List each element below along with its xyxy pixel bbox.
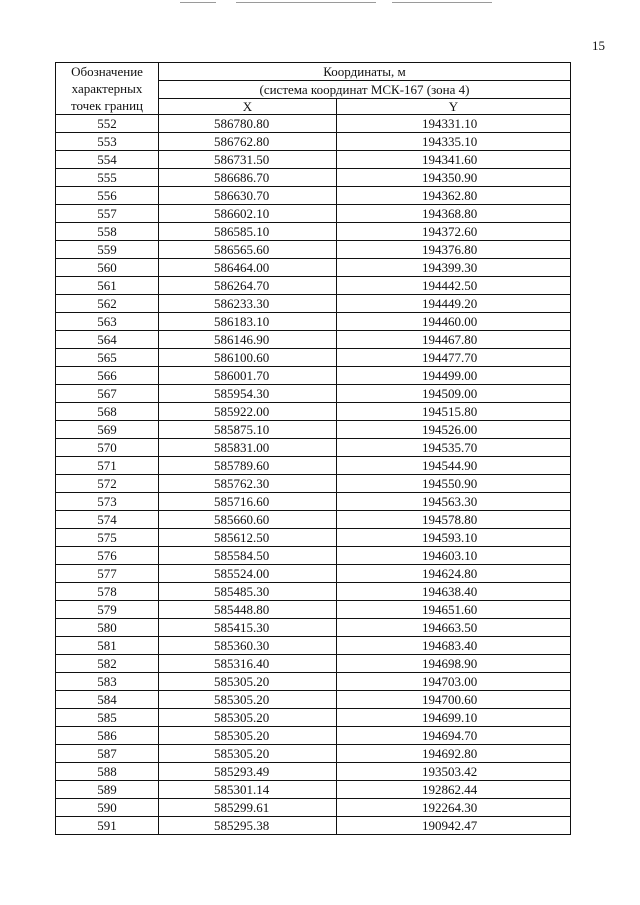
point-id-cell: 552 — [56, 115, 159, 133]
y-coordinate-cell: 194638.40 — [337, 583, 571, 601]
y-coordinate-cell: 194399.30 — [337, 259, 571, 277]
page-number: 15 — [592, 38, 605, 53]
y-coordinate-cell: 194331.10 — [337, 115, 571, 133]
point-header-line: Обозначение — [71, 64, 143, 79]
table-row — [56, 295, 571, 313]
point-id-cell: 562 — [56, 295, 159, 313]
y-coordinate-cell: 193503.42 — [337, 763, 571, 781]
point-id-cell: 576 — [56, 547, 159, 565]
y-coordinate-cell: 194350.90 — [337, 169, 571, 187]
x-coordinate-cell: 585305.20 — [159, 691, 337, 709]
x-coordinate-cell: 585299.61 — [159, 799, 337, 817]
x-coordinate-cell: 585295.38 — [159, 817, 337, 835]
point-id-cell: 577 — [56, 565, 159, 583]
scan-artifact-line — [392, 2, 492, 3]
point-header-line: точек границ — [70, 98, 144, 113]
point-id-cell: 575 — [56, 529, 159, 547]
point-id-cell: 560 — [56, 259, 159, 277]
table-row — [56, 763, 571, 781]
y-coordinate-cell: 194535.70 — [337, 439, 571, 457]
table-row — [56, 241, 571, 259]
table-row — [56, 529, 571, 547]
x-coordinate-cell: 585293.49 — [159, 763, 337, 781]
point-id-cell: 563 — [56, 313, 159, 331]
y-coordinate-cell: 190942.47 — [337, 817, 571, 835]
table-row — [56, 511, 571, 529]
point-id-cell: 553 — [56, 133, 159, 151]
point-id-cell: 589 — [56, 781, 159, 799]
point-id-cell: 568 — [56, 403, 159, 421]
point-id-cell: 574 — [56, 511, 159, 529]
y-coordinate-cell: 192264.30 — [337, 799, 571, 817]
scan-artifact-line — [236, 2, 376, 3]
point-id-cell: 570 — [56, 439, 159, 457]
x-column-header: X — [159, 99, 337, 115]
table-row — [56, 655, 571, 673]
table-row — [56, 619, 571, 637]
y-coordinate-cell: 194694.70 — [337, 727, 571, 745]
x-coordinate-cell: 586464.00 — [159, 259, 337, 277]
x-coordinate-cell: 585584.50 — [159, 547, 337, 565]
x-coordinate-cell: 586001.70 — [159, 367, 337, 385]
table-row — [56, 367, 571, 385]
y-coordinate-cell: 194442.50 — [337, 277, 571, 295]
y-coordinate-cell: 194624.80 — [337, 565, 571, 583]
y-coordinate-cell: 194700.60 — [337, 691, 571, 709]
x-coordinate-cell: 585922.00 — [159, 403, 337, 421]
table-row — [56, 637, 571, 655]
x-coordinate-cell: 586183.10 — [159, 313, 337, 331]
table-row — [56, 817, 571, 835]
y-coordinate-cell: 194460.00 — [337, 313, 571, 331]
y-coordinate-cell: 194341.60 — [337, 151, 571, 169]
y-coordinate-cell: 194509.00 — [337, 385, 571, 403]
table-row — [56, 727, 571, 745]
point-id-cell: 591 — [56, 817, 159, 835]
y-coordinate-cell: 194651.60 — [337, 601, 571, 619]
point-id-cell: 559 — [56, 241, 159, 259]
x-coordinate-cell: 585305.20 — [159, 745, 337, 763]
x-coordinate-cell: 586686.70 — [159, 169, 337, 187]
table-row — [56, 385, 571, 403]
point-id-cell: 572 — [56, 475, 159, 493]
table-row — [56, 223, 571, 241]
coordinates-table — [55, 62, 571, 835]
x-coordinate-cell: 586630.70 — [159, 187, 337, 205]
table-row — [56, 457, 571, 475]
coordinates-header-title: Координаты, м — [159, 63, 571, 81]
y-coordinate-cell: 194703.00 — [337, 673, 571, 691]
x-coordinate-cell: 585831.00 — [159, 439, 337, 457]
coordinates-table-body — [56, 115, 571, 835]
point-id-cell: 566 — [56, 367, 159, 385]
x-coordinate-cell: 585316.40 — [159, 655, 337, 673]
point-id-cell: 567 — [56, 385, 159, 403]
table-row — [56, 403, 571, 421]
point-id-cell: 555 — [56, 169, 159, 187]
x-coordinate-cell: 585415.30 — [159, 619, 337, 637]
x-coordinate-cell: 585485.30 — [159, 583, 337, 601]
x-coordinate-cell: 586565.60 — [159, 241, 337, 259]
y-column-header: Y — [337, 99, 571, 115]
y-coordinate-cell: 194372.60 — [337, 223, 571, 241]
table-row — [56, 547, 571, 565]
x-coordinate-cell: 585660.60 — [159, 511, 337, 529]
x-coordinate-cell: 586585.10 — [159, 223, 337, 241]
table-row — [56, 673, 571, 691]
x-coordinate-cell: 586233.30 — [159, 295, 337, 313]
table-row — [56, 169, 571, 187]
x-coordinate-cell: 585789.60 — [159, 457, 337, 475]
x-coordinate-cell: 585875.10 — [159, 421, 337, 439]
point-id-cell: 569 — [56, 421, 159, 439]
table-row — [56, 313, 571, 331]
point-header-line: характерных — [71, 81, 143, 96]
y-coordinate-cell: 194449.20 — [337, 295, 571, 313]
y-coordinate-cell: 192862.44 — [337, 781, 571, 799]
table-row — [56, 421, 571, 439]
table-row — [56, 745, 571, 763]
point-id-cell: 580 — [56, 619, 159, 637]
point-id-cell: 561 — [56, 277, 159, 295]
coordinates-header-system: (система координат МСК-167 (зона 4) — [159, 81, 571, 99]
x-coordinate-cell: 586731.50 — [159, 151, 337, 169]
table-row — [56, 799, 571, 817]
x-coordinate-cell: 585305.20 — [159, 727, 337, 745]
x-coordinate-cell: 586780.80 — [159, 115, 337, 133]
x-coordinate-cell: 585360.30 — [159, 637, 337, 655]
table-row — [56, 205, 571, 223]
y-coordinate-cell: 194368.80 — [337, 205, 571, 223]
point-id-cell: 571 — [56, 457, 159, 475]
x-coordinate-cell: 585305.20 — [159, 709, 337, 727]
x-coordinate-cell: 585448.80 — [159, 601, 337, 619]
table-row — [56, 781, 571, 799]
table-row — [56, 277, 571, 295]
x-coordinate-cell: 585716.60 — [159, 493, 337, 511]
table-row — [56, 493, 571, 511]
y-coordinate-cell: 194544.90 — [337, 457, 571, 475]
y-coordinate-cell: 194499.00 — [337, 367, 571, 385]
point-id-cell: 565 — [56, 349, 159, 367]
table-row — [56, 133, 571, 151]
x-coordinate-cell: 585762.30 — [159, 475, 337, 493]
x-coordinate-cell: 585954.30 — [159, 385, 337, 403]
y-coordinate-cell: 194467.80 — [337, 331, 571, 349]
table-row — [56, 475, 571, 493]
table-row — [56, 115, 571, 133]
y-coordinate-cell: 194515.80 — [337, 403, 571, 421]
y-coordinate-cell: 194362.80 — [337, 187, 571, 205]
point-column-header — [56, 63, 159, 115]
point-id-cell: 554 — [56, 151, 159, 169]
y-coordinate-cell: 194698.90 — [337, 655, 571, 673]
y-coordinate-cell: 194376.80 — [337, 241, 571, 259]
y-coordinate-cell: 194335.10 — [337, 133, 571, 151]
x-coordinate-cell: 586100.60 — [159, 349, 337, 367]
table-row — [56, 709, 571, 727]
y-coordinate-cell: 194593.10 — [337, 529, 571, 547]
point-id-cell: 584 — [56, 691, 159, 709]
x-coordinate-cell: 586762.80 — [159, 133, 337, 151]
point-id-cell: 557 — [56, 205, 159, 223]
point-id-cell: 582 — [56, 655, 159, 673]
x-coordinate-cell: 585612.50 — [159, 529, 337, 547]
table-row — [56, 691, 571, 709]
y-coordinate-cell: 194683.40 — [337, 637, 571, 655]
point-id-cell: 573 — [56, 493, 159, 511]
point-id-cell: 590 — [56, 799, 159, 817]
table-row — [56, 601, 571, 619]
table-row — [56, 151, 571, 169]
table-row — [56, 331, 571, 349]
x-coordinate-cell: 585524.00 — [159, 565, 337, 583]
y-coordinate-cell: 194603.10 — [337, 547, 571, 565]
point-id-cell: 581 — [56, 637, 159, 655]
table-row — [56, 259, 571, 277]
table-row — [56, 583, 571, 601]
table-row — [56, 349, 571, 367]
point-id-cell: 556 — [56, 187, 159, 205]
scan-artifact-line — [180, 2, 216, 3]
table-row — [56, 187, 571, 205]
table-row — [56, 439, 571, 457]
y-coordinate-cell: 194692.80 — [337, 745, 571, 763]
point-id-cell: 564 — [56, 331, 159, 349]
point-id-cell: 588 — [56, 763, 159, 781]
x-coordinate-cell: 586146.90 — [159, 331, 337, 349]
point-id-cell: 586 — [56, 727, 159, 745]
x-coordinate-cell: 585301.14 — [159, 781, 337, 799]
table-row — [56, 565, 571, 583]
x-coordinate-cell: 586602.10 — [159, 205, 337, 223]
y-coordinate-cell: 194699.10 — [337, 709, 571, 727]
y-coordinate-cell: 194663.50 — [337, 619, 571, 637]
point-id-cell: 579 — [56, 601, 159, 619]
y-coordinate-cell: 194563.30 — [337, 493, 571, 511]
x-coordinate-cell: 585305.20 — [159, 673, 337, 691]
y-coordinate-cell: 194550.90 — [337, 475, 571, 493]
point-id-cell: 578 — [56, 583, 159, 601]
y-coordinate-cell: 194526.00 — [337, 421, 571, 439]
x-coordinate-cell: 586264.70 — [159, 277, 337, 295]
point-id-cell: 585 — [56, 709, 159, 727]
y-coordinate-cell: 194578.80 — [337, 511, 571, 529]
point-id-cell: 583 — [56, 673, 159, 691]
point-id-cell: 587 — [56, 745, 159, 763]
point-id-cell: 558 — [56, 223, 159, 241]
y-coordinate-cell: 194477.70 — [337, 349, 571, 367]
